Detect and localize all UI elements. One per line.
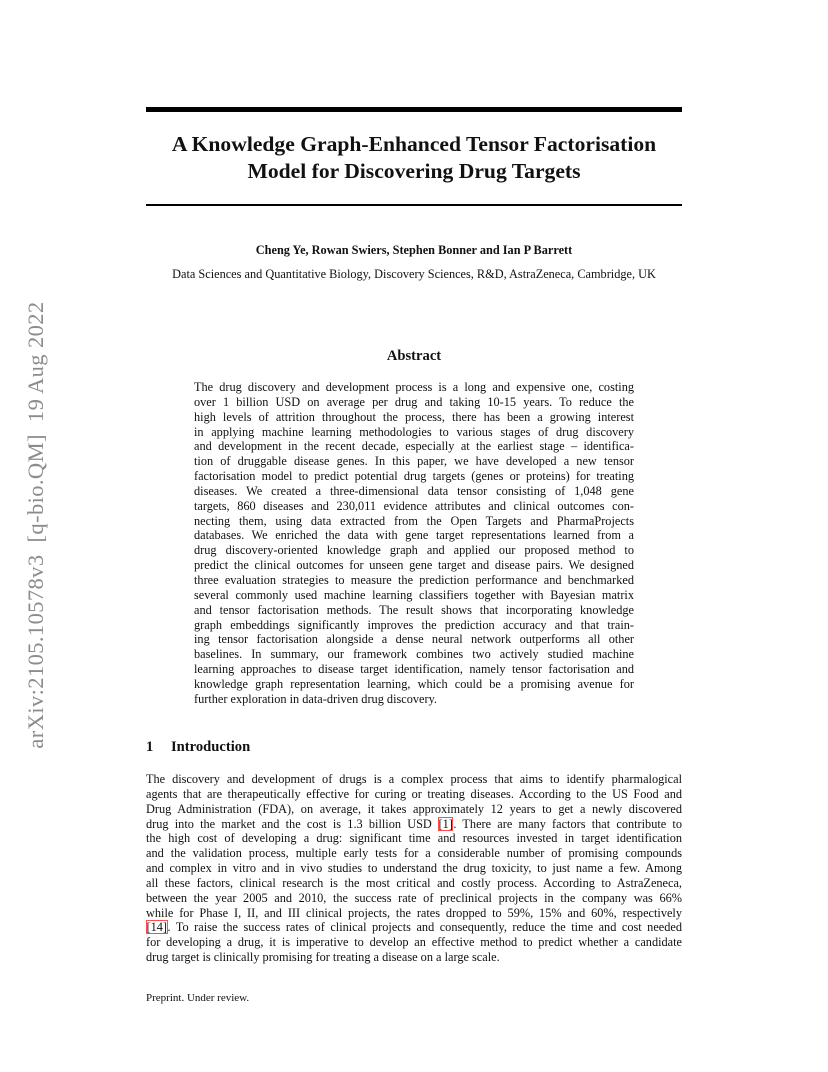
affiliation: Data Sciences and Quantitative Biology, Discovery Sciences, R&D, AstraZeneca, Cambridge, UK xyxy=(172,267,656,281)
intro-line xyxy=(146,920,682,935)
arxiv-stamp: arXiv:2105.10578v3 [q-bio.QM] 19 Aug 2022 xyxy=(23,301,48,749)
abstract-line: high levels of attrition throughout the process, there has been a growing interest xyxy=(194,409,634,424)
citation-link-1[interactable]: [1] xyxy=(438,816,453,831)
intro-text-fragment: . There are many factors that contribute to xyxy=(453,816,682,831)
abstract-line: and development in the recent decade, especially at the earliest stage – identifica- xyxy=(194,439,634,454)
intro-line: between the year 2005 and 2010, the success rate of preclinical projects in the company was 66% xyxy=(146,890,682,905)
abstract-line: over 1 billion USD on average per drug and taking 10-15 years. To reduce the xyxy=(194,394,634,409)
preprint-footer: Preprint. Under review. xyxy=(146,992,250,1004)
intro-line: the high cost of developing a drug: significant time and resources invested in target identification xyxy=(146,831,682,846)
intro-line: Drug Administration (FDA), on average, it takes approximately 12 years to get a newly discovered xyxy=(146,801,682,816)
abstract-line: graph embeddings significantly improves the prediction accuracy and that train- xyxy=(194,617,634,632)
section-heading-introduction xyxy=(146,738,250,756)
abstract-line: drug discovery-oriented knowledge graph and applied our proposed method to xyxy=(194,543,634,558)
author-list: Cheng Ye, Rowan Swiers, Stephen Bonner and Ian P Barrett xyxy=(255,243,573,257)
intro-line: and the validation process, multiple early tests for a considerable number of promising compounds xyxy=(146,846,682,861)
abstract-line: databases. We enriched the data with gene target representations learned from a xyxy=(194,528,634,543)
abstract-line: several commonly used machine learning classifiers together with Bayesian matrix xyxy=(194,587,634,602)
abstract-line: factorisation model to predict potential drug targets (genes or proteins) for treating xyxy=(194,469,634,484)
abstract-line: tion of druggable disease genes. In this paper, we have developed a new tensor xyxy=(194,454,634,469)
abstract-line: ing tensor factorisation alongside a dense neural network outperforms all other xyxy=(194,632,634,647)
abstract-heading: Abstract xyxy=(386,348,442,364)
abstract-line: three evaluation strategies to measure the prediction performance and benchmarked xyxy=(194,572,634,587)
title-line: A Knowledge Graph-Enhanced Tensor Factorisation xyxy=(171,132,657,156)
intro-line: agents that are therapeutically effective for curing or treating diseases. According to the US Food and xyxy=(146,786,682,801)
intro-line: drug target is clinically promising for treating a disease on a large scale. xyxy=(146,950,500,965)
paper-title xyxy=(146,131,682,185)
abstract-line: and tensor factorisation methods. The result shows that incorporating knowledge xyxy=(194,602,634,617)
abstract-line: necting them, using data extracted from the Open Targets and PharmaProjects xyxy=(194,513,634,528)
citation-link-14[interactable]: [14] xyxy=(146,920,167,935)
abstract-line: The drug discovery and development process is a long and expensive one, costing xyxy=(194,380,634,394)
intro-line: for developing a drug, it is imperative to develop an effective method to predict whether a candidate xyxy=(146,935,682,950)
abstract-text xyxy=(194,380,634,707)
abstract-line: in applying machine learning methodologies to various stages of drug discovery xyxy=(194,424,634,439)
intro-line: while for Phase I, II, and III clinical projects, the rates dropped to 59%, 15% and 60%, respectively xyxy=(146,905,682,920)
abstract-line: further exploration in data-driven drug discovery. xyxy=(194,691,438,706)
intro-text-fragment: drug into the market and the cost is 1.3 billion USD xyxy=(146,816,439,831)
abstract-line: targets, 860 diseases and 230,011 evidence attributes and clinical outcomes con- xyxy=(194,498,634,513)
abstract-line: learning approaches to disease target identification, namely tensor factorisation and xyxy=(194,662,634,677)
abstract-line: knowledge graph representation learning, which could be a promising avenue for xyxy=(194,676,634,691)
introduction-text xyxy=(146,772,682,965)
intro-text-fragment: . To raise the success rates of clinical projects and consequently, reduce the time and cost needed xyxy=(167,920,682,935)
title-bottom-rule xyxy=(146,204,682,206)
intro-line: The discovery and development of drugs is a complex process that aims to identify pharmalogical xyxy=(146,772,682,786)
abstract-line: baselines. In summary, our framework combines two actively studied machine xyxy=(194,647,634,662)
intro-line xyxy=(146,817,682,832)
title-top-rule xyxy=(146,107,682,112)
abstract-line: diseases. We created a three-dimensional data tensor consisting of 1,048 gene xyxy=(194,483,634,498)
abstract-line: predict the clinical outcomes for unseen gene target and disease pairs. We designed xyxy=(194,558,634,573)
intro-line: and complex in vitro and in vivo studies to understand the drug toxicity, to just name a few. Among xyxy=(146,861,682,876)
section-title: Introduction xyxy=(171,739,251,755)
section-number: 1 xyxy=(146,739,154,755)
title-line: Model for Discovering Drug Targets xyxy=(247,159,581,183)
intro-line: all these factors, clinical research is the most critical and costly process. According to AstraZeneca, xyxy=(146,875,682,890)
